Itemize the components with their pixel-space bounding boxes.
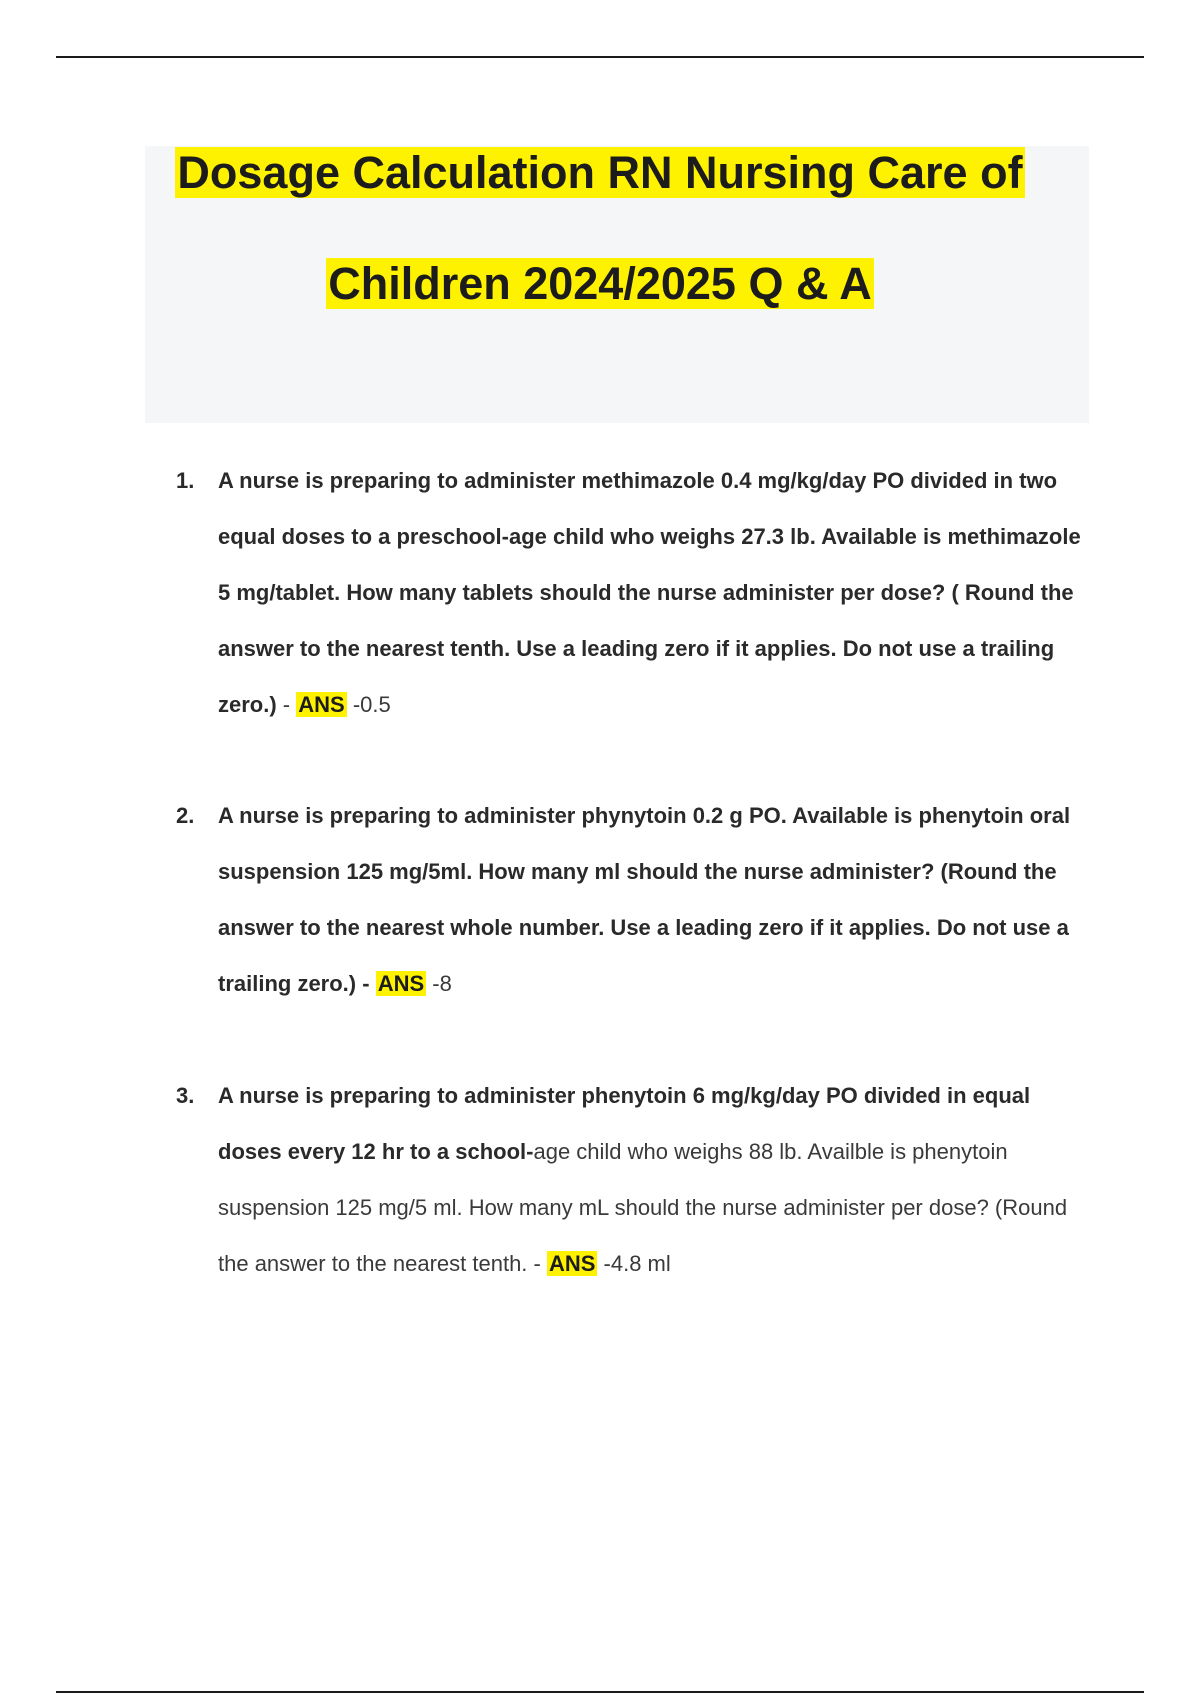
title-highlight-2: Children 2024/2025 Q & A (328, 258, 872, 309)
question-number: 3. (176, 1083, 195, 1108)
answer-value: -4.8 ml (597, 1251, 671, 1276)
question-number: 2. (176, 803, 195, 828)
question-bold-text: A nurse is preparing to administer phenytoin 6 mg/kg/day PO divided in equal doses every 12 hr to a school- (218, 1083, 1031, 1164)
answer-label: ANS (377, 971, 425, 996)
question-text (218, 453, 1098, 733)
answer-label: ANS (298, 692, 345, 717)
question-bold-text: A nurse is preparing to administer methimazole 0.4 mg/kg/day PO divided in two equal doses to a preschool-age child who weighs 27.3 lb. Available is methimazole 5 mg/tablet. How many tablets should the nurse administer per dose? ( Round the answer to the nearest tenth. Use a leading zero if it applies. Do not use a trailing zero.) (218, 468, 1081, 717)
bottom-rule (56, 1691, 1144, 1693)
page-title-line-2 (0, 255, 1200, 313)
question-normal-text: age child who weighs 88 lb. Availble is phenytoin suspension 125 mg/5 ml. How many mL should the nurse administer per dose? (Round the answer to the nearest tenth. - (218, 1139, 1068, 1276)
question-bold-text: A nurse is preparing to administer phynytoin 0.2 g PO. Available is phenytoin oral suspension 125 mg/5ml. How many ml should the nurse administer? (Round the answer to the nearest whole number. Use a leading zero if it applies. Do not use a trailing zero.) - (218, 803, 1071, 996)
answer-value: -8 (426, 971, 452, 996)
question-text (218, 788, 1098, 1012)
top-rule (56, 56, 1144, 58)
question-normal-text: - (276, 692, 297, 717)
answer-value: -0.5 (346, 692, 391, 717)
question-number: 1. (176, 468, 195, 493)
answer-label: ANS (548, 1251, 596, 1276)
question-text (218, 1068, 1098, 1292)
page-title-line-1 (0, 144, 1200, 202)
title-highlight-1: Dosage Calculation RN Nursing Care of (177, 147, 1023, 198)
